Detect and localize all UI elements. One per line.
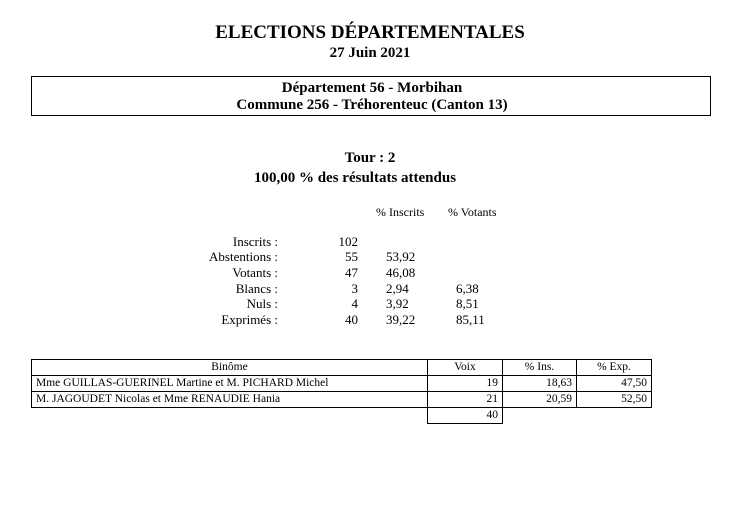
cell-voix: 21: [428, 392, 503, 408]
stat-count: 102: [338, 234, 358, 249]
election-date: 27 Juin 2021: [329, 45, 411, 61]
cell-pct-exp: 47,50: [577, 376, 652, 392]
results-expected-label: 100,00 % des résultats attendus: [253, 170, 457, 186]
results-header-row: [32, 360, 652, 376]
stat-pct-inscrits: 46,08: [386, 265, 416, 280]
stat-label: Votants :: [232, 265, 278, 280]
table-row: [32, 376, 652, 392]
stat-count: 3: [351, 281, 358, 296]
header-voix: Voix: [428, 360, 503, 376]
tour-label: Tour : 2: [344, 150, 396, 166]
total-voix: 40: [428, 408, 503, 424]
table-row: [32, 392, 652, 408]
stat-count: 47: [345, 265, 358, 280]
cell-pct-ins: 20,59: [503, 392, 577, 408]
stat-pct-inscrits: 2,94: [386, 281, 409, 296]
stat-pct-inscrits: 3,92: [386, 296, 409, 311]
commune-label: Commune 256 - Tréhorenteuc (Canton 13): [236, 97, 508, 113]
header-binome: Binôme: [32, 360, 428, 376]
results-table: [31, 359, 652, 424]
stat-pct-votants: 85,11: [456, 312, 485, 327]
page-title: ELECTIONS DÉPARTEMENTALES: [215, 22, 525, 43]
stat-label: Inscrits :: [232, 234, 278, 249]
stat-pct-votants: 8,51: [456, 296, 479, 311]
header-pct-ins: % Ins.: [503, 360, 577, 376]
cell-pct-exp: 52,50: [577, 392, 652, 408]
stat-label: Blancs :: [235, 281, 278, 296]
header-pct-exp: % Exp.: [577, 360, 652, 376]
stat-label: Exprimés :: [221, 312, 278, 327]
stat-pct-inscrits: 39,22: [386, 312, 416, 327]
location-box: [31, 76, 711, 116]
col-header-pct-votants: % Votants: [448, 205, 497, 219]
cell-voix: 19: [428, 376, 503, 392]
col-header-pct-inscrits: % Inscrits: [376, 205, 425, 219]
stat-count: 55: [345, 249, 358, 264]
stat-pct-inscrits: 53,92: [386, 249, 416, 264]
results-total-row: [32, 408, 652, 424]
stat-count: 40: [345, 312, 358, 327]
stat-pct-votants: 6,38: [456, 281, 479, 296]
cell-binome: M. JAGOUDET Nicolas et Mme RENAUDIE Hania: [32, 392, 428, 408]
cell-pct-ins: 18,63: [503, 376, 577, 392]
departement-label: Département 56 - Morbihan: [281, 80, 463, 96]
stat-label: Abstentions :: [209, 249, 278, 264]
stat-label: Nuls :: [246, 296, 278, 311]
stat-count: 4: [351, 296, 358, 311]
cell-binome: Mme GUILLAS-GUERINEL Martine et M. PICHARD Michel: [32, 376, 428, 392]
